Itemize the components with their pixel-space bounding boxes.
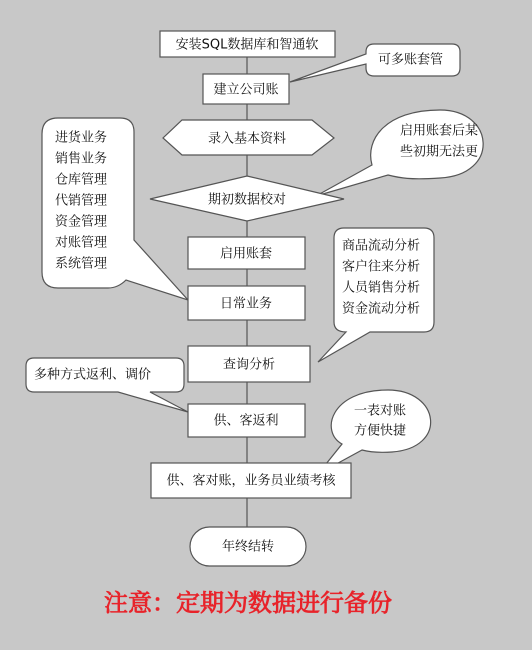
callout-rebate-methods-text: 多种方式返利、调价 [34, 367, 152, 383]
node-daily-business-label: 日常业务 [219, 296, 273, 312]
node-reconcile [151, 463, 351, 498]
node-reconcile-label: 供、客对账，业务员业绩考核 [166, 473, 336, 489]
node-install-label: 安装SQL数据库和智通软 [175, 37, 319, 53]
callout-rebate-methods [26, 358, 188, 412]
node-create-account-label: 建立公司账 [213, 82, 279, 98]
node-query-analysis [188, 346, 310, 382]
module-item: 仓库管理 [55, 172, 108, 188]
callout-reconcile-line2: 方便快捷 [354, 423, 407, 439]
node-daily-business [188, 286, 305, 320]
callout-analysis [318, 228, 434, 362]
callout-reconcile-line1: 一表对账 [354, 403, 407, 419]
node-year-end-label: 年终结转 [221, 539, 275, 555]
module-item: 对账管理 [55, 235, 108, 251]
module-item: 系统管理 [55, 256, 108, 272]
node-enter-data-label: 录入基本资料 [207, 131, 287, 147]
node-year-end [190, 527, 306, 566]
analysis-item: 客户往来分析 [342, 259, 421, 275]
node-opening-check-label: 期初数据校对 [207, 192, 287, 208]
callout-after-enable [316, 110, 483, 196]
node-install [160, 31, 335, 57]
analysis-item: 资金流动分析 [342, 301, 421, 317]
analysis-item: 商品流动分析 [342, 238, 421, 254]
node-rebate-label: 供、客返利 [213, 413, 279, 429]
analysis-item: 人员销售分析 [342, 280, 421, 296]
node-enable-account-label: 启用账套 [219, 246, 273, 262]
module-item: 进货业务 [55, 130, 108, 146]
node-enter-data [163, 120, 334, 155]
callout-modules [42, 118, 188, 300]
node-opening-check [150, 176, 344, 221]
node-create-account [203, 74, 289, 104]
node-query-analysis-label: 查询分析 [222, 357, 276, 373]
callout-after-enable-line2: 些初期无法更 [400, 144, 479, 160]
callout-after-enable-line1: 启用账套后某 [400, 123, 479, 139]
backup-note: 注意：定期为数据进行备份 [104, 589, 392, 617]
node-enable-account [188, 237, 305, 269]
module-item: 资金管理 [55, 214, 108, 230]
callout-multi-account-text: 可多账套管 [378, 52, 444, 68]
callout-reconcile-benefit [318, 390, 431, 474]
module-item: 销售业务 [55, 151, 108, 167]
node-rebate [188, 404, 305, 437]
module-item: 代销管理 [55, 193, 108, 209]
